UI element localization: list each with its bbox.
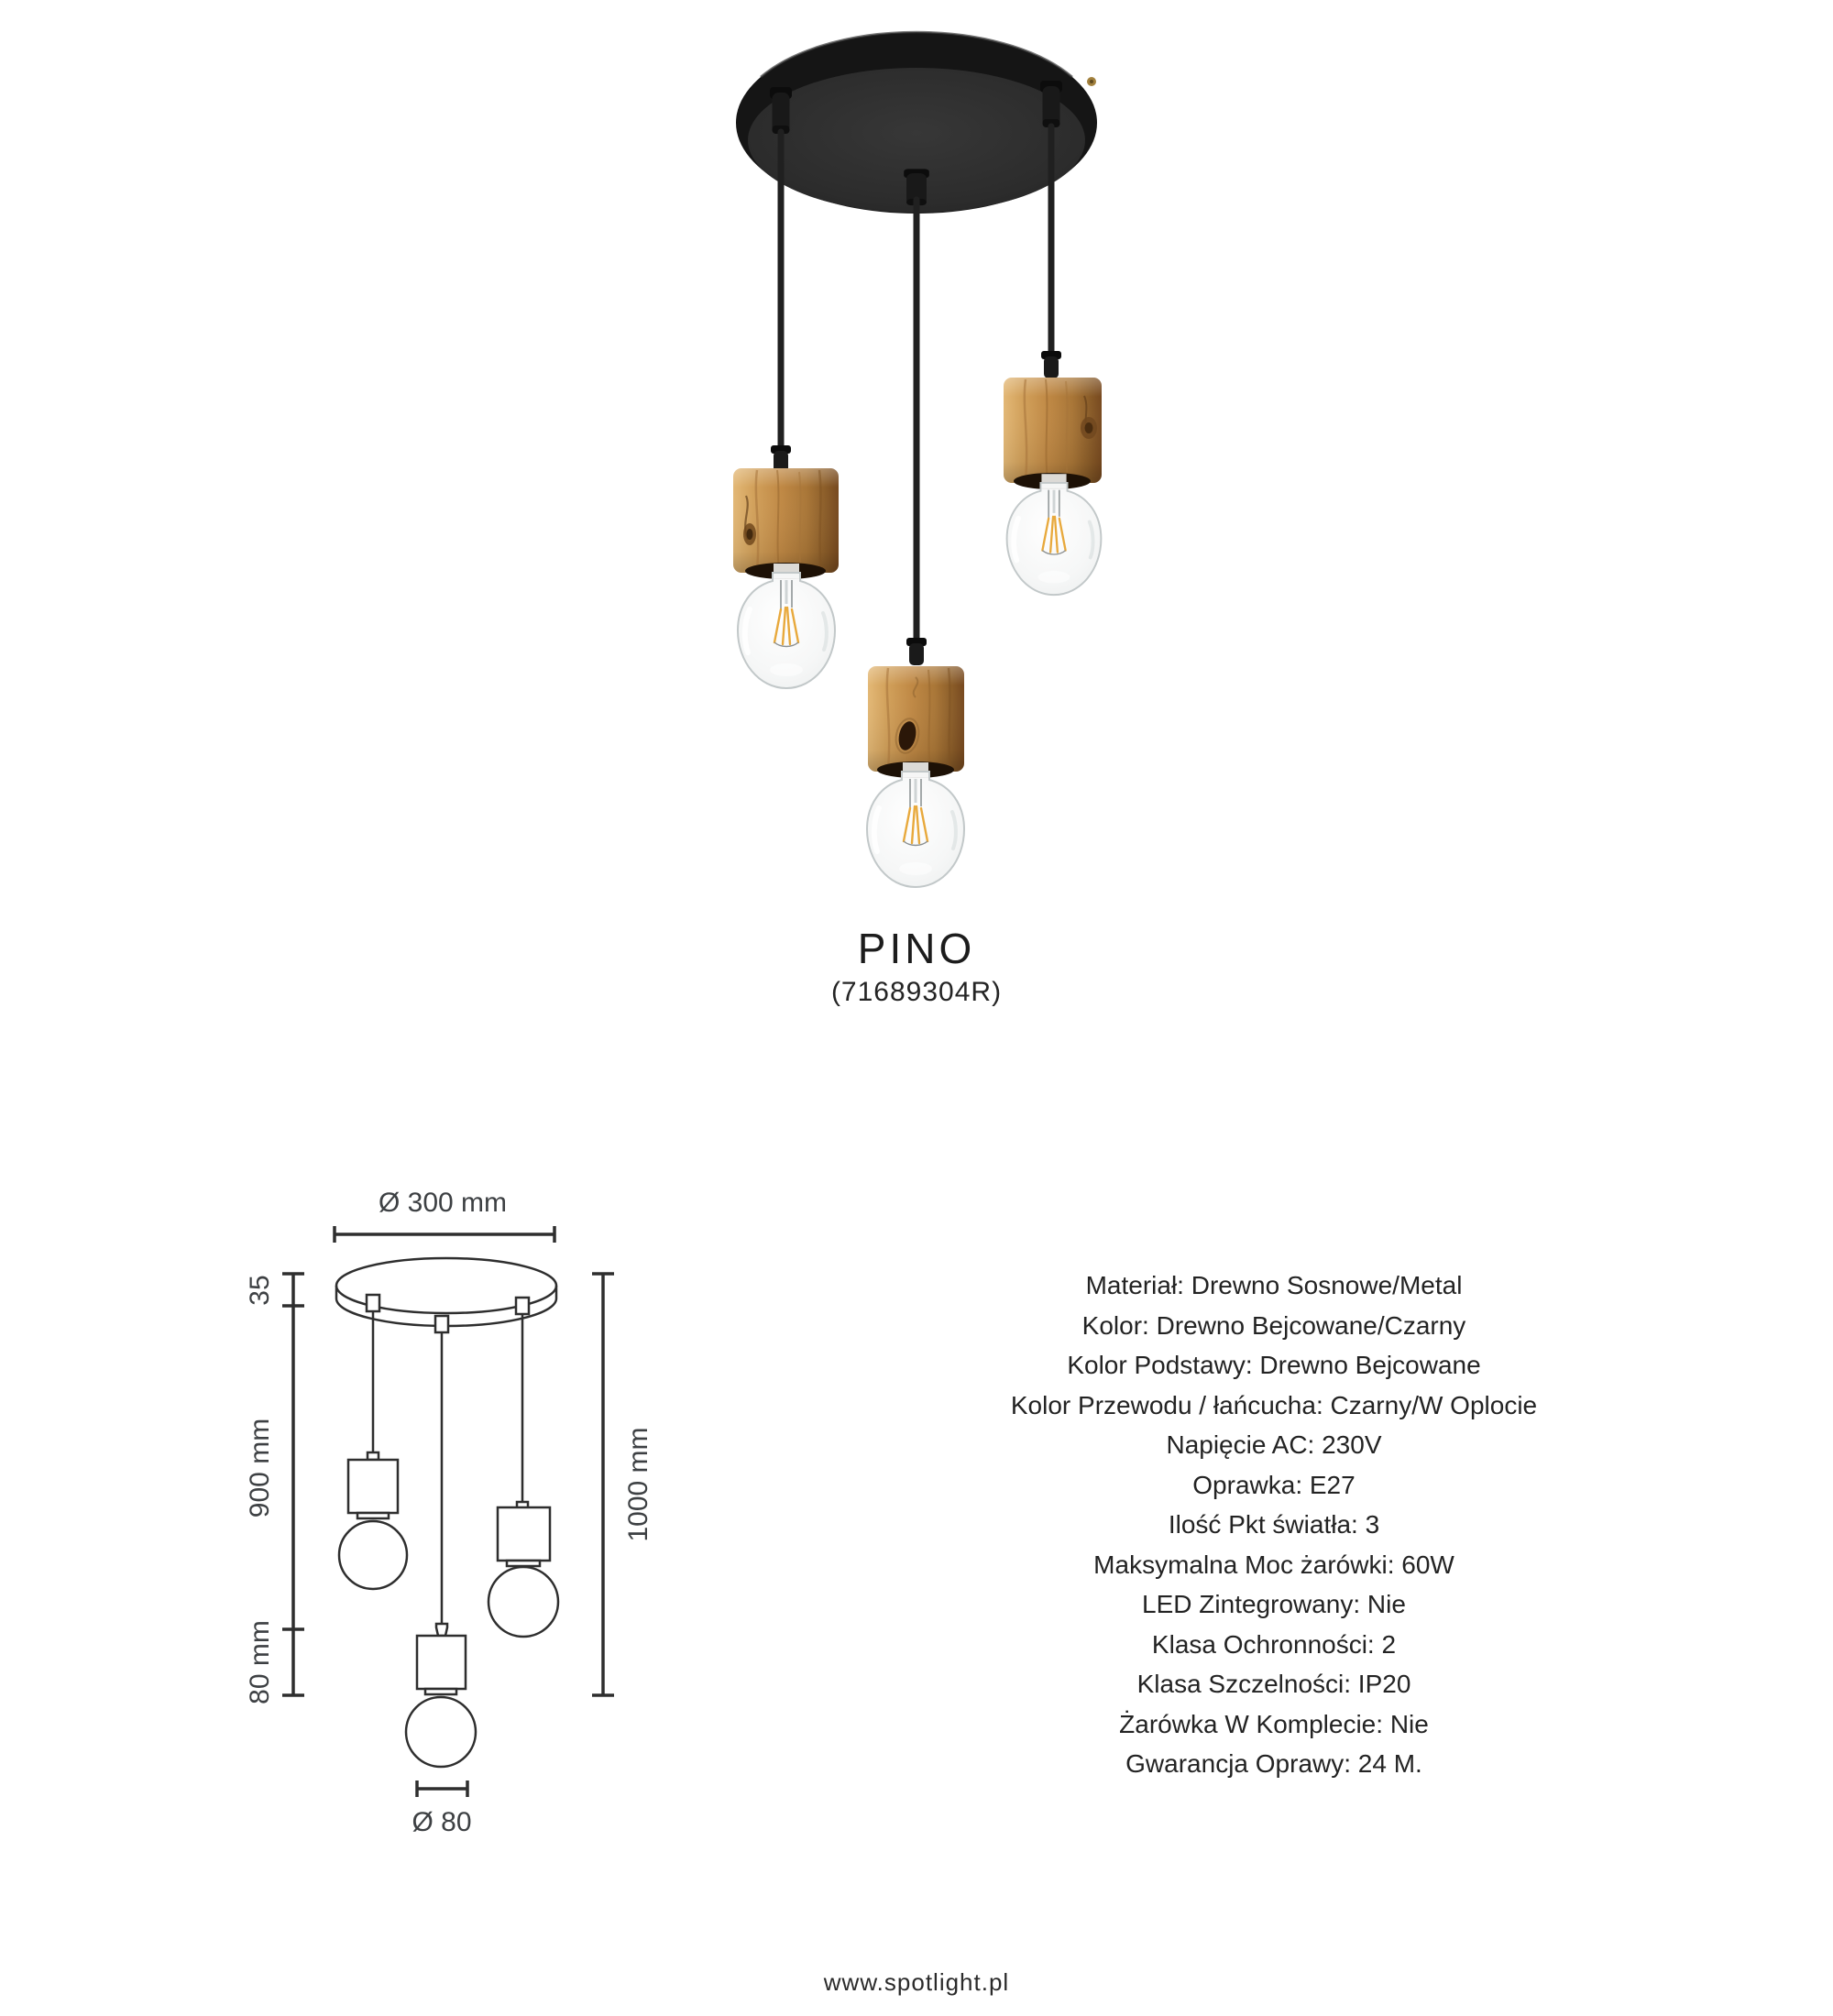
spec-line-protection-class: Klasa Ochronności: 2 [1151, 1629, 1397, 1659]
spec-line-led: LED Zintegrowany: Nie [1142, 1590, 1406, 1618]
product-photo [733, 32, 1102, 887]
drawing-pendant-center [406, 1624, 476, 1767]
label-canopy-height: 35 [245, 1275, 275, 1306]
drawing-pendant-left [339, 1452, 407, 1589]
label-canopy-diameter: Ø 300 mm [378, 1188, 508, 1218]
drawing-pendant-right [488, 1502, 558, 1637]
dim-right-line [592, 1274, 614, 1695]
label-total-height: 1000 mm [623, 1427, 653, 1542]
cable-gland [770, 87, 792, 134]
spec-line-base-color: Kolor Podstawy: Drewno Bejcowane [1067, 1351, 1481, 1379]
product-code: (71689304R) [830, 977, 1003, 1007]
spec-line-warranty: Gwarancja Oprawy: 24 M. [1125, 1749, 1422, 1778]
spec-line-cable-color: Kolor Przewodu / łańcucha: Czarny/W Oplocie [1010, 1390, 1538, 1419]
wood-holder-right [1004, 378, 1102, 489]
dim-canopy-diameter [335, 1226, 554, 1243]
label-holder-diameter: Ø 80 [412, 1807, 472, 1837]
cable-gland [1040, 81, 1062, 127]
cable-ferrule [1041, 351, 1061, 378]
product-name: PINO [857, 925, 976, 972]
spec-list [962, 1265, 1586, 1784]
dim-left-line [282, 1274, 304, 1695]
cable-ferrule [906, 638, 927, 665]
spec-line-voltage: Napięcie AC: 230V [1166, 1430, 1382, 1459]
spec-line-bulb-included: Żarówka W Komplecie: Nie [1119, 1709, 1429, 1738]
wood-holder-left [733, 468, 839, 579]
dim-holder-diameter [417, 1780, 467, 1797]
spec-line-material: Materiał: Drewno Sosnowe/Metal [1085, 1271, 1463, 1299]
spec-line-socket: Oprawka: E27 [1192, 1470, 1356, 1499]
wood-holder-center [868, 666, 964, 778]
spec-line-color: Kolor: Drewno Bejcowane/Czarny [1081, 1310, 1466, 1340]
spec-line-ip: Klasa Szczelności: IP20 [1136, 1670, 1411, 1698]
bulb-center [867, 762, 964, 887]
spec-line-light-points: Ilość Pkt światła: 3 [1168, 1510, 1380, 1539]
label-cable-length: 900 mm [245, 1418, 275, 1518]
label-holder-height: 80 mm [245, 1620, 275, 1704]
tech-drawing [245, 1188, 653, 1837]
bulb-left [738, 564, 835, 688]
spec-line-max-power: Maksymalna Moc żarówki: 60W [1093, 1550, 1454, 1579]
website-link[interactable]: www.spotlight.pl [823, 1968, 1010, 1996]
bulb-right [1007, 474, 1102, 595]
